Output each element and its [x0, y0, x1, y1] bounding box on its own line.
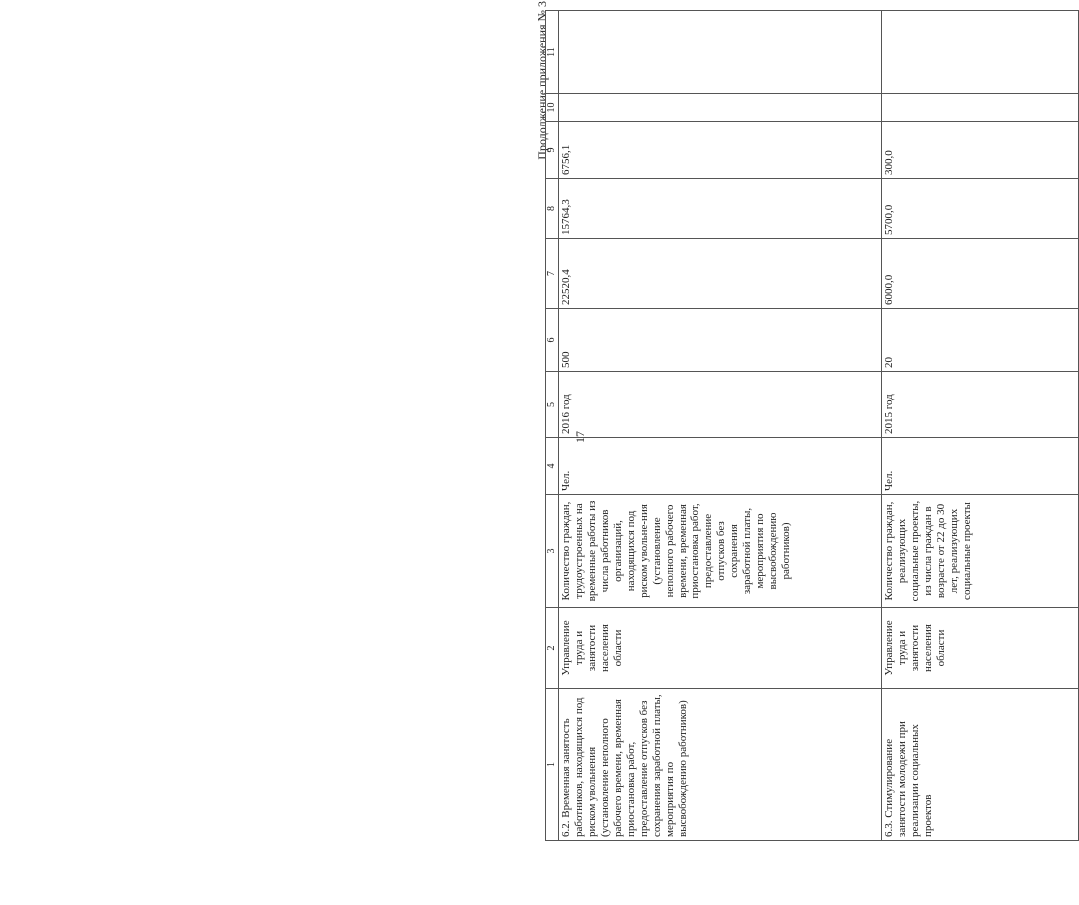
- measure-name: 6.2. Временная занятость работников, находящихся под риском увольнения (установление неполного рабочего времени, временная приостановка работ, предоставление отпусков без сохранения заработной платы, мероприятия по высвобождению работников): [558, 689, 881, 841]
- column-number: 11: [546, 11, 559, 94]
- indicator-value: 20: [881, 309, 1078, 372]
- column-number: 2: [546, 608, 559, 689]
- empty-cell: [558, 11, 881, 94]
- indicator-description: Количество граждан, реализующих социальные проекты, из числа граждан в возрасте от 22 до 30 лет, реализующих социальные проекты: [881, 495, 1078, 608]
- unit-of-measure: Чел.: [881, 438, 1078, 495]
- column-number: 1: [546, 689, 559, 841]
- unit-of-measure: Чел.: [558, 438, 881, 495]
- responsible-executor: Управление труда и занятости населения области: [558, 608, 881, 689]
- program-table: [545, 10, 1079, 841]
- column-number: 9: [546, 122, 559, 179]
- column-number: 7: [546, 239, 559, 309]
- federal-funding: 15764,3: [558, 179, 881, 239]
- column-number-row: [546, 11, 559, 841]
- empty-cell: [881, 94, 1078, 122]
- column-number: 5: [546, 372, 559, 438]
- rotated-content: [535, 1, 1075, 841]
- total-funding: 22520,4: [558, 239, 881, 309]
- regional-funding: 6756,1: [558, 122, 881, 179]
- column-number: 10: [546, 94, 559, 122]
- regional-funding: 300,0: [881, 122, 1078, 179]
- table-row: [558, 11, 881, 841]
- total-funding: 6000,0: [881, 239, 1078, 309]
- measure-name: 6.3. Стимулирование занятости молодежи при реализации социальных проектов: [881, 689, 1078, 841]
- table-row: [881, 11, 1078, 841]
- column-number: 4: [546, 438, 559, 495]
- responsible-executor: Управление труда и занятости населения области: [881, 608, 1078, 689]
- column-number: 3: [546, 495, 559, 608]
- implementation-period: 2015 год: [881, 372, 1078, 438]
- continuation-note: Продолжение приложения № 3: [535, 1, 549, 160]
- empty-cell: [558, 94, 881, 122]
- implementation-period: 2016 год: [558, 372, 881, 438]
- indicator-description: Количество граждан, трудоустроенных на временные работы из числа работников организаций, находящихся под риском увольне-ния (установление неполного рабочего времени, временная приостановка работ, предоставление отпусков без сохранения заработной платы, мероприятия по высвобождению работников): [558, 495, 881, 608]
- column-number: 6: [546, 309, 559, 372]
- page-number: 17: [573, 431, 587, 443]
- column-number: 8: [546, 179, 559, 239]
- federal-funding: 5700,0: [881, 179, 1078, 239]
- empty-cell: [881, 11, 1078, 94]
- indicator-value: 500: [558, 309, 881, 372]
